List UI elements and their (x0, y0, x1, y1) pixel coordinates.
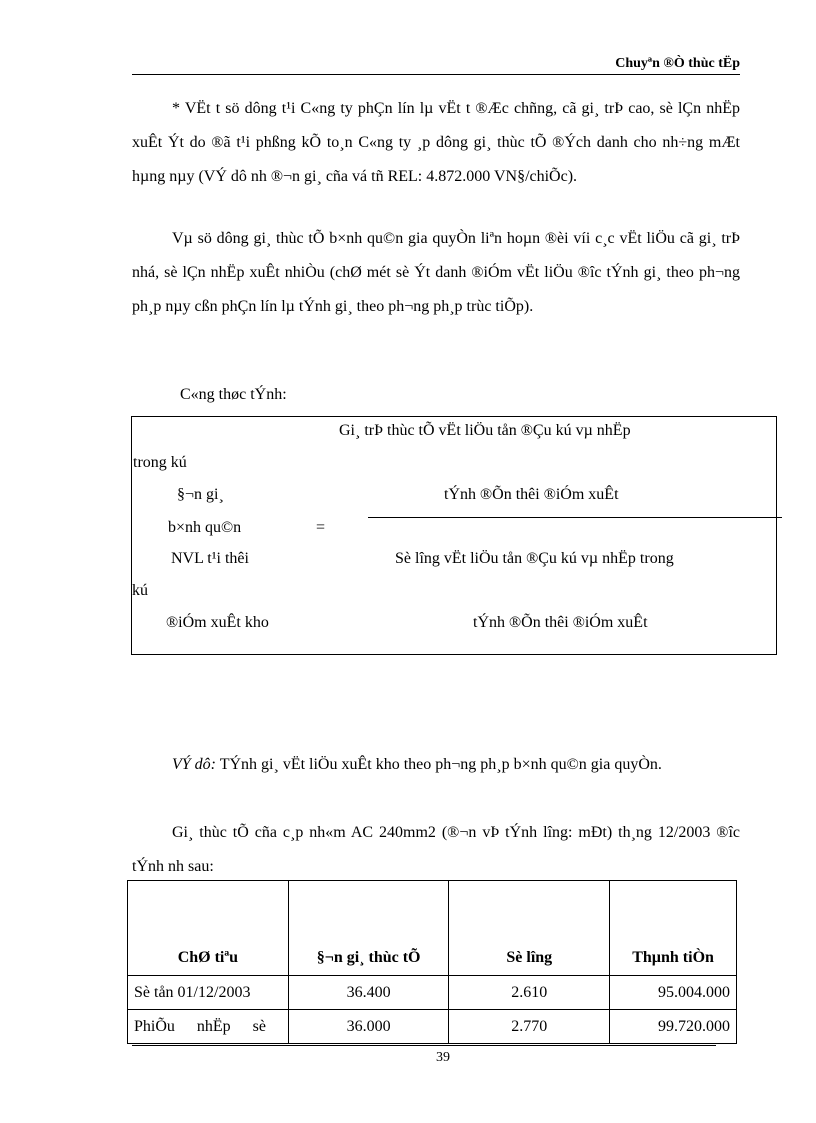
table-cell: PhiÕu nhËp sè (128, 1010, 289, 1044)
table-cell: 95.004.000 (610, 976, 737, 1010)
table-cell: 36.400 (288, 976, 449, 1010)
table-row (128, 976, 737, 1010)
formula-equals: = (316, 519, 326, 536)
formula-label: C«ng thøc tÝnh: (180, 386, 287, 403)
table-header-cell: Sè lîng (449, 881, 610, 976)
header-title: Chuyªn ®Ò thùc tËp (615, 56, 740, 71)
table-header-cell: ChØ tiªu (128, 881, 289, 976)
table-cell: 2.610 (449, 976, 610, 1010)
table-cell: Sè tån 01/12/2003 (128, 976, 289, 1010)
formula-numerator-line-2: trong kú (133, 454, 187, 471)
paragraph-2: Vµ sö dông gi¸ thùc tÕ b×nh qu©n gia quyÒn liªn hoµn ®èi víi c¸c vËt liÖu cã gi¸ trÞ nhá, sè lÇn nhËp xuÊt nhiÒu (chØ mét sè Ýt danh ®iÓm vËt liÖu ®îc tÝnh gi¸ theo ph¬ng ph¸p nµy cßn phÇn lín lµ tÝnh gi¸ theo ph¬ng ph¸p trùc tiÕp). (132, 230, 740, 315)
fraction-rule (368, 517, 782, 518)
formula-left-line-3: NVL t¹i thêi (171, 550, 249, 567)
table-cell: 36.000 (288, 1010, 449, 1044)
formula-denominator-line-2: kú (132, 582, 148, 599)
table-cell: 2.770 (449, 1010, 610, 1044)
example-label: VÝ dô: (172, 756, 216, 773)
formula-denominator-line-1: Sè lîng vËt liÖu tån ®Çu kú vµ nhËp trong (395, 550, 674, 567)
example-text: TÝnh gi¸ vËt liÖu xuÊt kho theo ph¬ng ph¸p b×nh qu©n gia quyÒn. (216, 756, 662, 773)
formula-left-line-1: §¬n gi¸ (177, 486, 224, 503)
table-header-row (128, 881, 737, 976)
formula-numerator-line-3: tÝnh ®Õn thêi ®iÓm xuÊt (444, 486, 619, 503)
formula-left-line-2: b×nh qu©n (168, 519, 242, 536)
price-table (127, 880, 737, 1044)
formula-numerator-line-1: Gi¸ trÞ thùc tÕ vËt liÖu tån ®Çu kú vµ nhËp (339, 422, 631, 439)
example-paragraph (132, 748, 740, 782)
example-paragraph-2: Gi¸ thùc tÕ cña c¸p nh«m AC 240mm2 (®¬n vÞ tÝnh lîng: mÐt) th¸ng 12/2003 ®îc tÝnh nh sau: (132, 824, 740, 875)
formula-denominator-line-3: tÝnh ®Õn thêi ®iÓm xuÊt (473, 614, 648, 631)
table-header-cell: §¬n gi¸ thùc tÕ (288, 881, 449, 976)
header-rule (132, 74, 740, 75)
paragraph-1: * VËt t sö dông t¹i C«ng ty phÇn lín lµ vËt t ®Æc chñng, cã gi¸ trÞ cao, sè lÇn nhËp xuÊt Ýt do ®ã t¹i phßng kÕ to¸n C«ng ty ¸p dông gi¸ thùc tÕ ®Ých danh cho nh÷ng mÆt hµng nµy (VÝ dô nh ®¬n gi¸ cña vá tñ REL: 4.872.000 VN§/chiÕc). (132, 100, 740, 185)
table-cell: 99.720.000 (610, 1010, 737, 1044)
footer-rule (132, 1045, 716, 1046)
page-number: 39 (436, 1050, 450, 1065)
formula-left-line-4: ®iÓm xuÊt kho (166, 614, 269, 631)
table-row (128, 1010, 737, 1044)
table-header-cell: Thµnh tiÒn (610, 881, 737, 976)
